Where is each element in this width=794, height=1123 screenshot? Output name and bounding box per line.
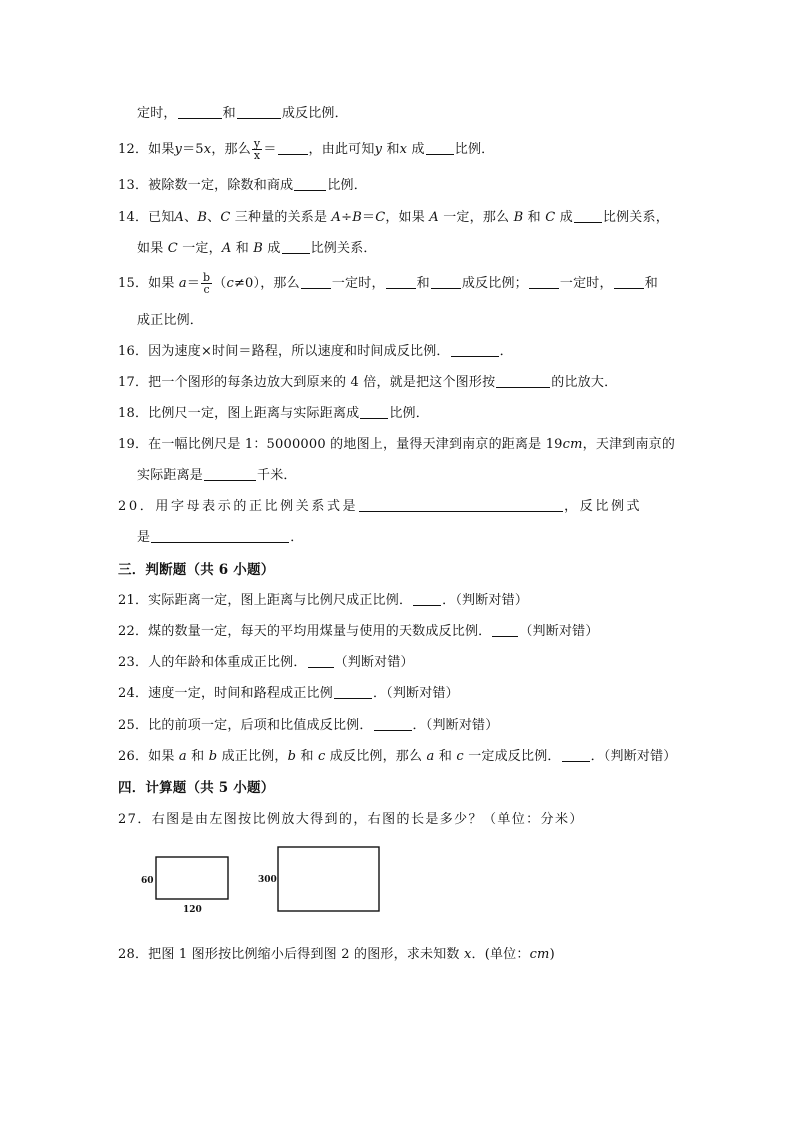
- answer-blank[interactable]: [278, 140, 308, 155]
- answer-blank[interactable]: [562, 747, 590, 762]
- small-rect-width-label: 120: [183, 905, 202, 915]
- section-4-heading: 四．计算题（共 5 小题）: [118, 780, 275, 796]
- question-23: 23．人的年龄和体重成正比例． （判断对错）: [118, 655, 414, 670]
- question-25: 25．比的前项一定，后项和比值成反比例． ．（判断对错）: [118, 718, 499, 733]
- question-26: 26．如果 a 和 b 成正比例，b 和 c 成反比例，那么 a 和 c 一定成反比例． ．（判断对错）: [118, 749, 677, 764]
- answer-blank[interactable]: [431, 274, 461, 289]
- question-15-line2: 成正比例．: [137, 313, 204, 328]
- answer-blank[interactable]: [374, 716, 412, 731]
- small-rectangle: [156, 857, 228, 899]
- answer-blank[interactable]: [413, 591, 441, 606]
- answer-blank[interactable]: [496, 373, 550, 388]
- answer-blank[interactable]: [334, 684, 372, 699]
- answer-blank[interactable]: [237, 104, 281, 119]
- question-20-line2: 是 ．: [137, 530, 304, 545]
- answer-blank[interactable]: [204, 466, 256, 481]
- answer-blank[interactable]: [360, 404, 388, 419]
- question-19-line2: 实际距离是 千米．: [137, 468, 297, 483]
- question-18: 18．比例尺一定，图上距离与实际距离成 比例．: [118, 406, 429, 421]
- answer-blank[interactable]: [359, 497, 563, 512]
- answer-blank[interactable]: [574, 208, 602, 223]
- answer-blank[interactable]: [178, 104, 222, 119]
- question-15: 15．如果 a＝ $\frac{b}{c}$ （c≠0），那么 一定时， 和 成反比例； 一定时， 和: [118, 271, 658, 296]
- question-28: 28．把图 1 图形按比例缩小后得到图 2 的图形，求未知数 x．(单位：cm): [118, 947, 555, 962]
- question-20: 20．用字母表示的正比例关系式是 ，反比例式: [118, 499, 643, 514]
- large-rect-height-label: 300: [258, 875, 277, 885]
- answer-blank[interactable]: [492, 622, 518, 637]
- question-16: 16．因为速度×时间＝路程，所以速度和时间成反比例． ．: [118, 344, 513, 359]
- question-17: 17．把一个图形的每条边放大到原来的 4 倍，就是把这个图形按 的比放大．: [118, 375, 618, 390]
- section-3-heading: 三．判断题（共 6 小题）: [118, 562, 275, 578]
- question-27: 27．右图是由左图按比例放大得到的，右图的长是多少？（单位：分米）: [118, 812, 584, 827]
- question-13: 13．被除数一定，除数和商成 比例．: [118, 178, 367, 193]
- q11-continuation: 定时， 和 成反比例．: [137, 106, 348, 121]
- question-14: 14．已知A、B、C 三种量的关系是 A÷B＝C，如果 A 一定，那么 B 和 C 成 比例关系，: [118, 210, 669, 225]
- answer-blank[interactable]: [151, 528, 289, 543]
- question-21: 21．实际距离一定，图上距离与比例尺成正比例． ．（判断对错）: [118, 593, 529, 608]
- question-14-line2: 如果 C 一定，A 和 B 成 比例关系．: [137, 241, 377, 256]
- rectangle-figure: [130, 840, 400, 920]
- answer-blank[interactable]: [294, 176, 326, 191]
- fraction-b-over-c: $\frac{b}{c}$: [203, 271, 211, 296]
- question-24: 24．速度一定，时间和路程成正比例 ．（判断对错）: [118, 686, 459, 701]
- question-12: 12．如果y＝5x，那么 $\frac{y}{x}$ ＝ ，由此可知y 和x 成 比例．: [118, 137, 495, 162]
- answer-blank[interactable]: [426, 140, 454, 155]
- fraction-y-over-x: $\frac{y}{x}$: [253, 137, 261, 162]
- small-rect-height-label: 60: [141, 876, 154, 886]
- question-19: 19．在一幅比例尺是 1：5000000 的地图上，量得天津到南京的距离是 19cm，天津到南京的: [118, 437, 676, 452]
- answer-blank[interactable]: [282, 239, 310, 254]
- answer-blank[interactable]: [308, 653, 334, 668]
- question-22: 22．煤的数量一定，每天的平均用煤量与使用的天数成反比例． （判断对错）: [118, 624, 599, 639]
- answer-blank[interactable]: [529, 274, 559, 289]
- large-rectangle: [278, 847, 379, 911]
- answer-blank[interactable]: [451, 342, 499, 357]
- answer-blank[interactable]: [614, 274, 644, 289]
- answer-blank[interactable]: [301, 274, 331, 289]
- answer-blank[interactable]: [386, 274, 416, 289]
